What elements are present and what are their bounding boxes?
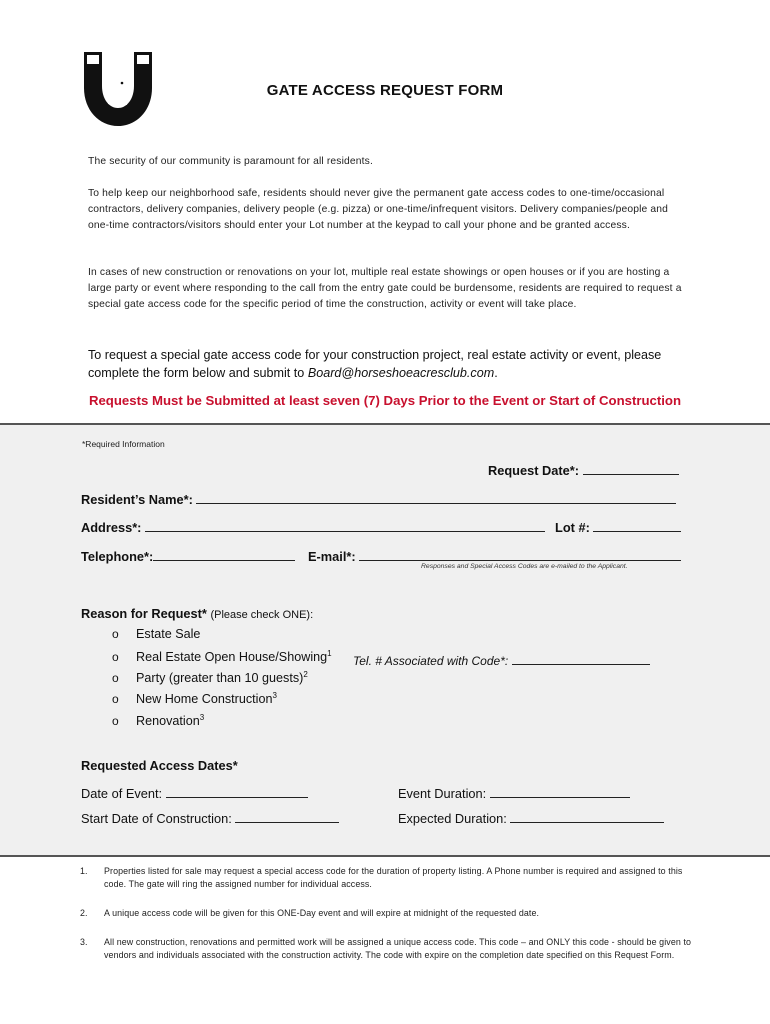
- footnote-ref: 3: [199, 713, 205, 722]
- deadline-warning: Requests Must be Submitted at least seven (7) Days Prior to the Event or Start of Construction: [88, 393, 682, 408]
- expected-duration-input[interactable]: [510, 808, 664, 823]
- footnote-number: 1.: [80, 866, 88, 876]
- expected-duration-label: Expected Duration:: [398, 811, 507, 826]
- option-estate-sale[interactable]: [112, 627, 200, 641]
- tel-associated-label: Tel. # Associated with Code*:: [353, 654, 509, 668]
- lot-field: [555, 517, 681, 535]
- footnote-text: A unique access code will be given for this ONE-Day event and will expire at midnight of the requested date.: [104, 908, 540, 918]
- option-party[interactable]: [112, 670, 308, 685]
- checkbox-bullet[interactable]: o: [112, 650, 119, 665]
- reason-heading-label: Reason for Request*: [81, 606, 207, 621]
- event-duration-field: [398, 783, 630, 801]
- date-of-event-label: Date of Event:: [81, 786, 163, 801]
- footnote-ref: 3: [272, 691, 277, 700]
- submit-text: To request a special gate access code for your construction project, real estate activity or event, please complete the form below and submit to: [88, 348, 662, 380]
- residents-name-input[interactable]: [196, 489, 676, 504]
- residents-name-field: [81, 489, 676, 507]
- option-open-house[interactable]: [112, 649, 332, 664]
- submit-email[interactable]: Board@horseshoeacresclub.com: [307, 366, 495, 380]
- email-field: [308, 546, 681, 564]
- start-construction-input[interactable]: [235, 808, 339, 823]
- footnote-1: [80, 865, 700, 891]
- reason-heading: [81, 606, 313, 621]
- option-new-home[interactable]: [112, 691, 277, 706]
- telephone-field: [81, 546, 295, 564]
- reason-heading-note: (Please check ONE):: [210, 609, 314, 621]
- footnote-3: [80, 936, 700, 962]
- date-of-event-input[interactable]: [166, 783, 308, 798]
- intro-security: The security of our community is paramount for all residents.: [88, 156, 373, 167]
- email-note: Responses and Special Access Codes are e-mailed to the Applicant.: [421, 563, 628, 570]
- request-date-label: Request Date*:: [488, 463, 580, 478]
- address-input[interactable]: [145, 517, 545, 532]
- footnote-text: Properties listed for sale may request a special access code for the duration of property listing. A Phone number is required and assigned to this code. The gate will ring the assigned number for individual access.: [104, 866, 683, 889]
- dates-heading: Requested Access Dates*: [81, 758, 238, 773]
- option-label: Party (greater than 10 guests): [136, 671, 304, 686]
- lot-input[interactable]: [593, 517, 681, 532]
- tel-associated-field: [353, 650, 650, 668]
- footnote-ref: 1: [327, 649, 332, 658]
- submit-instructions: [88, 346, 688, 382]
- start-construction-field: [81, 808, 339, 826]
- expected-duration-field: [398, 808, 664, 826]
- option-label: Renovation: [136, 714, 200, 729]
- checkbox-bullet[interactable]: o: [112, 714, 119, 729]
- checkbox-bullet[interactable]: o: [112, 671, 119, 686]
- telephone-label: Telephone*:: [81, 549, 154, 564]
- option-label: New Home Construction: [136, 692, 273, 707]
- address-field: [81, 517, 545, 535]
- address-label: Address*:: [81, 520, 142, 535]
- residents-name-label: Resident’s Name*:: [81, 492, 193, 507]
- required-note: *Required Information: [82, 439, 165, 449]
- start-construction-label: Start Date of Construction:: [81, 811, 232, 826]
- footnote-ref: 2: [303, 670, 308, 679]
- intro-safety: To help keep our neighborhood safe, residents should never give the permanent gate access codes to one-time/occasional contractors, delivery companies, delivery people (e.g. pizza) or one-time/infrequent visitors. Delivery companies/people and one-time contractors/visitors should enter your Lot number at the keypad to call your phone and be granted access.: [88, 188, 669, 231]
- option-label: Real Estate Open House/Showing: [136, 650, 328, 665]
- date-of-event-field: [81, 783, 308, 801]
- checkbox-bullet[interactable]: o: [112, 627, 119, 641]
- email-input[interactable]: [359, 546, 681, 561]
- submit-text-end: .: [494, 366, 498, 380]
- footnote-number: 2.: [80, 908, 88, 918]
- event-duration-input[interactable]: [490, 783, 630, 798]
- checkbox-bullet[interactable]: o: [112, 692, 119, 707]
- tel-associated-input[interactable]: [512, 650, 650, 665]
- intro-construction: In cases of new construction or renovations on your lot, multiple real estate showings or open houses or if you are hosting a large party or event where responding to the call from the entry gate could be burdensome, residents are required to request a special gate access code for the specific period of time the construction, activity or event will take place.: [88, 267, 682, 310]
- request-date-field: [488, 460, 679, 478]
- event-duration-label: Event Duration:: [398, 786, 487, 801]
- footnote-number: 3.: [80, 937, 88, 947]
- footnote-text: All new construction, renovations and permitted work will be assigned a unique access code. This code – and ONLY this code - should be given to vendors and individuals associated with the construction activity. The code with expire on the completion date specified on this Request Form.: [104, 937, 692, 960]
- lot-label: Lot #:: [555, 520, 590, 535]
- request-date-input[interactable]: [583, 460, 679, 475]
- form-title: GATE ACCESS REQUEST FORM: [266, 82, 504, 99]
- telephone-input[interactable]: [153, 546, 295, 561]
- option-renovation[interactable]: [112, 713, 204, 728]
- footnote-2: [80, 907, 700, 920]
- option-label: Estate Sale: [136, 627, 201, 641]
- email-label: E-mail*:: [308, 549, 356, 564]
